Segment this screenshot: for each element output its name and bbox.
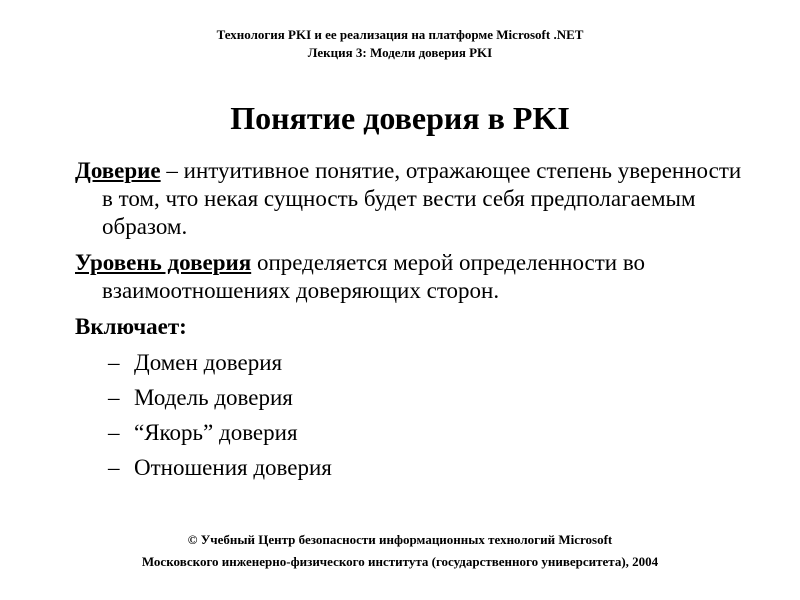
institution-line: Московского инженерно-физического института (государственного университета), 2004 (141, 554, 659, 569)
definition-trust-level (75, 249, 755, 305)
list-dash: – (108, 350, 120, 375)
definition-trust (75, 157, 755, 241)
list-item (108, 454, 755, 482)
list-item (108, 349, 755, 377)
slide-body (75, 157, 755, 489)
term-trust: Доверие (75, 158, 161, 183)
slide-footer (0, 529, 800, 573)
list-item-text: Домен доверия (134, 350, 283, 375)
list-item (108, 384, 755, 412)
copyright-line: © Учебный Центр безопасности информационных технологий Microsoft (187, 532, 613, 547)
list-item (108, 419, 755, 447)
course-title: Технология PKI и ее реализация на платформе Microsoft .NET (216, 27, 584, 42)
list-item-text: Отношения доверия (134, 455, 332, 480)
list-dash: – (108, 455, 120, 480)
list-dash: – (108, 385, 120, 410)
slide-title: Понятие доверия в PKI (230, 100, 570, 136)
definition-trust-text: – интуитивное понятие, отражающее степень уверенности в том, что некая сущность будет вести себя предполагаемым образом. (102, 158, 742, 239)
list-item-text: Модель доверия (134, 385, 293, 410)
includes-label: Включает: (75, 314, 187, 339)
includes-list (75, 349, 755, 482)
definition-trust-level-text: определяется мерой определенности во взаимоотношениях доверяющих сторон. (102, 250, 646, 303)
term-trust-level: Уровень доверия (75, 250, 252, 275)
lecture-title: Лекция 3: Модели доверия PKI (307, 45, 493, 60)
list-dash: – (108, 420, 120, 445)
list-item-text: “Якорь” доверия (134, 420, 298, 445)
slide-header (0, 26, 800, 62)
